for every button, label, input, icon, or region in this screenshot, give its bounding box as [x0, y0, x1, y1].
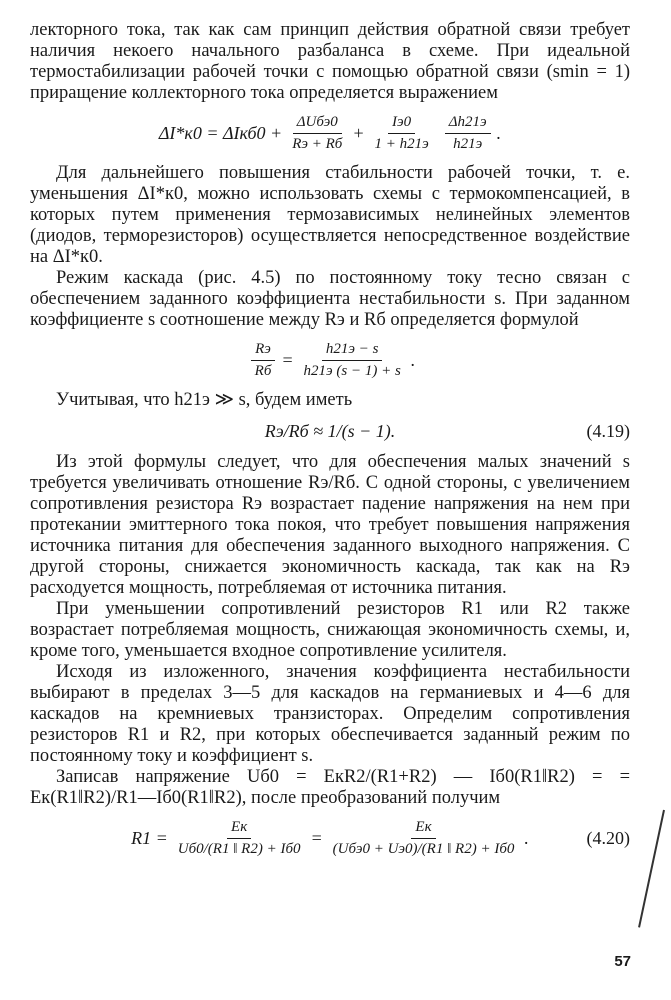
formula-4: R1 = $\frac{Eк}{Uб0/(R1 ‖ R2) + Iб0}$ = $\frac{Eк}{\text{(Uбэ0 + Uэ0)/(R1 ‖ R2) + Iб0}}$ . (4.20)	[131, 819, 630, 857]
formula-1: ΔI*к0 = ΔIкб0 + $\frac{\text{ΔUбэ0}}{Rэ + Rб}$ + $\frac{Iэ0}{1 + h21э}$ $\frac{\Delta h21э}{h21э}$ .	[158, 114, 502, 152]
equation-number-4-19: (4.19)	[586, 421, 630, 441]
formula-2-rhs: $\frac{h21э - s}{h21э (s - 1) + s}$	[303, 341, 401, 379]
formula-2: $\frac{Rэ}{Rб}$ = $\frac{h21э - s}{h21э (s - 1) + s}$ .	[30, 341, 630, 380]
formula-2-lhs: $\frac{Rэ}{Rб}$	[251, 341, 276, 380]
formula-4-lhs: R1 =	[131, 828, 168, 848]
paragraph-3: Режим каскада (рис. 4.5) по постоянному току тесно связан с обеспечением заданного коэффициента нестабильности s. При заданном коэффициенте s соотношение между Rэ и Rб определяется формулой	[30, 268, 630, 330]
formula-3-text: Rэ/Rб ≈ 1/(s − 1).	[264, 421, 396, 441]
formula-1-frac1: $\frac{\text{ΔUбэ0}}{Rэ + Rб}$	[292, 114, 343, 152]
formula-3	[30, 421, 630, 442]
paragraph-6: При уменьшении сопротивлений резисторов R1 или R2 также возрастает потребляемая мощность, снижающая экономичность схемы, и, кроме того, уменьшается входное сопротивление усилителя.	[30, 599, 630, 661]
paragraph-7: Исходя из изложенного, значения коэффициента нестабильности выбирают в пределах 3—5 для каскадов на германиевых и 4—6 для каскадов на кремниевых транзисторах. Определим сопротивления резисторов R1 и R2, при которых обеспечивается заданный режим по постоянному току и коэффициент s.	[30, 662, 630, 766]
pencil-mark	[638, 810, 665, 928]
formula-4-frac1: $\frac{Eк}{Uб0/(R1 ‖ R2) + Iб0}$	[177, 819, 301, 857]
formula-1-plus: +	[352, 123, 365, 143]
paragraph-1: лекторного тока, так как сам принцип действия обратной связи требует наличия некоего начального разбаланса в схеме. При идеальной термостабилизации рабочей точки с помощью обратной связи (smin = 1) приращение коллекторного тока определяется выражением	[30, 20, 630, 103]
formula-4-frac2: $\frac{Eк}{\text{(Uбэ0 + Uэ0)/(R1 ‖ R2) + Iб0}}$	[332, 819, 515, 857]
paragraph-8: Записав напряжение Uб0 = EкR2/(R1+R2) — Iб0(R1‖R2) = = Eк(R1‖R2)/R1—Iб0(R1‖R2), после преобразований получим	[30, 767, 630, 808]
page-body	[30, 20, 630, 868]
paragraph-2: Для дальнейшего повышения стабильности рабочей точки, т. е. уменьшения ΔI*к0, можно использовать схемы с термокомпенсацией, в которых путем применения термозависимых нелинейных элементов (диодов, терморезисторов) осуществляется непосредственное воздействие на ΔI*к0.	[30, 163, 630, 267]
paragraph-5: Из этой формулы следует, что для обеспечения малых значений s требуется увеличивать отношение Rэ/Rб. С одной стороны, с увеличением сопротивления резистора Rэ возрастает падение напряжения на нем при протекании эмиттерного тока покоя, что требует повышения напряжения источника питания для обеспечения заданного выходного напряжения. С другой стороны, снижается экономичность каскада, так как на Rэ расходуется мощность, потребляемая от источника питания.	[30, 452, 630, 598]
paragraph-4: Учитывая, что h21э ≫ s, будем иметь	[56, 390, 353, 410]
equation-number-4-20: (4.20)	[586, 828, 630, 848]
formula-1-frac3: $\frac{\Delta h21э}{h21э}$	[445, 114, 491, 153]
formula-1-lhs: ΔI*к0 = ΔIкб0 +	[158, 123, 283, 143]
page-number: 57	[614, 953, 631, 970]
formula-1-frac2: $\frac{Iэ0}{1 + h21э}$	[374, 114, 429, 152]
